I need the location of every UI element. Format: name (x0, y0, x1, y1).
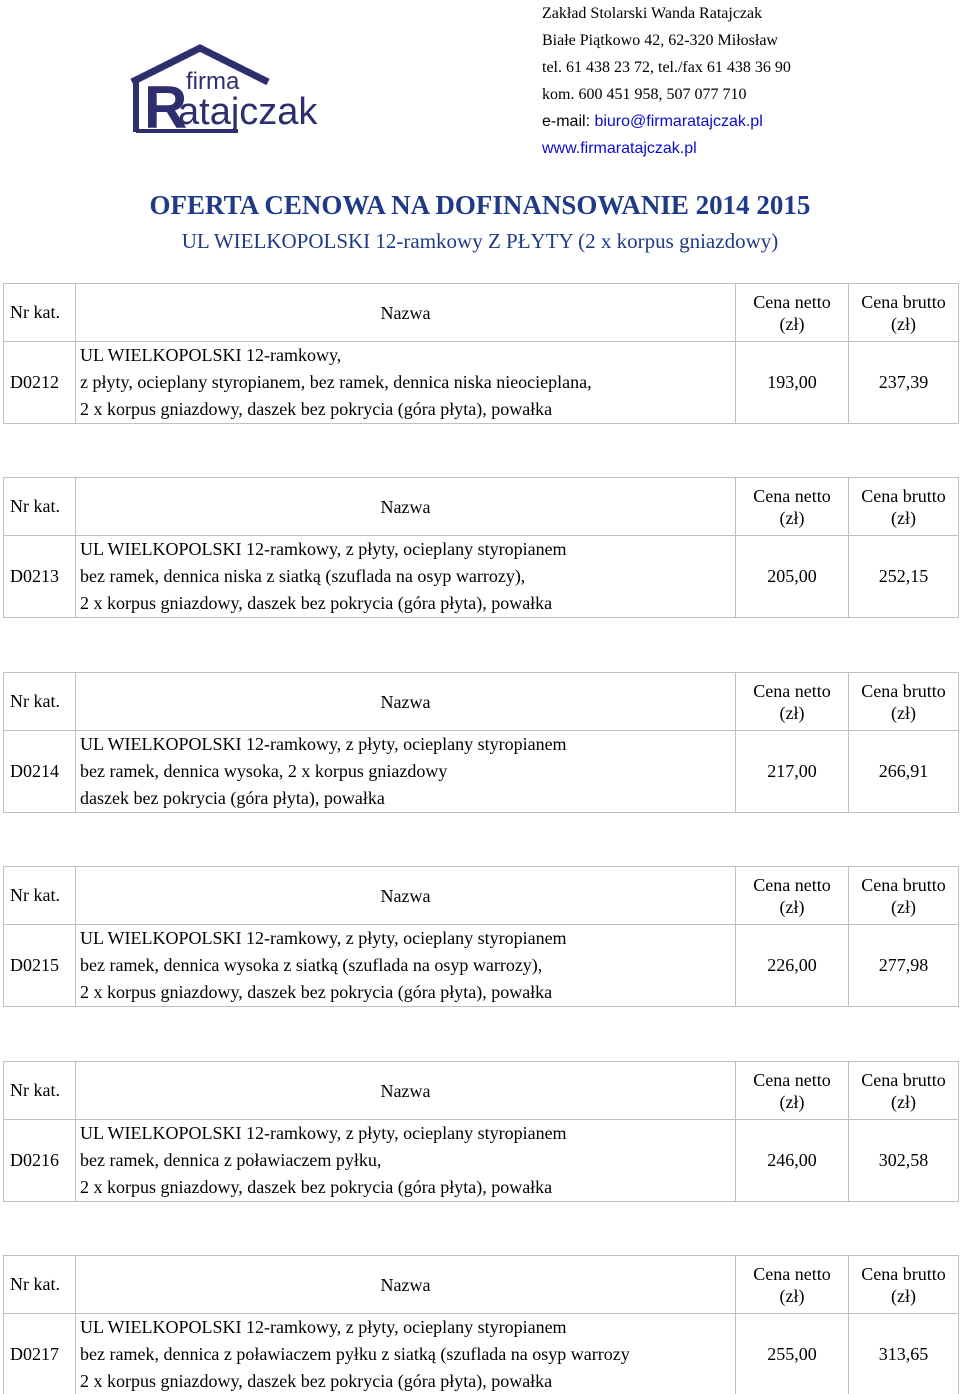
logo-word-firma: firma (186, 68, 240, 95)
header-netto-unit: (zł) (779, 507, 805, 528)
description-line: 2 x korpus gniazdowy, daszek bez pokrycia (góra płyta), powałka (80, 1177, 553, 1197)
product-table (3, 477, 959, 618)
header-nr: Nr kat. (4, 478, 76, 536)
description-line: bez ramek, dennica wysoka, 2 x korpus gniazdowy (80, 761, 448, 781)
header-brutto-unit: (zł) (891, 702, 916, 723)
email-label: e-mail: (542, 113, 595, 130)
header-netto-label: Cena netto (753, 874, 831, 895)
header-name: Nazwa (76, 1256, 736, 1314)
product-code: D0215 (4, 925, 76, 1007)
email-link[interactable]: biuro@firmaratajczak.pl (594, 113, 763, 130)
product-block (3, 477, 958, 617)
header-netto-label: Cena netto (753, 1263, 831, 1284)
price-brutto: 277,98 (849, 925, 959, 1007)
description-line: z płyty, ocieplany styropianem, bez ramek, dennica niska nieocieplana, (80, 372, 592, 392)
website-link[interactable]: www.firmaratajczak.pl (542, 140, 697, 157)
product-description (76, 925, 736, 1007)
header-name: Nazwa (76, 478, 736, 536)
header-name: Nazwa (76, 673, 736, 731)
header-brutto-unit: (zł) (891, 896, 916, 917)
description-line: bez ramek, dennica niska z siatką (szuflada na osyp warrozy), (80, 566, 526, 586)
product-code: D0217 (4, 1314, 76, 1394)
price-brutto: 266,91 (849, 731, 959, 813)
header-nr: Nr kat. (4, 673, 76, 731)
contact-block (542, 0, 791, 162)
price-brutto: 302,58 (849, 1120, 959, 1202)
price-netto: 205,00 (736, 536, 849, 618)
header-netto-label: Cena netto (753, 680, 831, 701)
company-address: Białe Piątkowo 42, 62-320 Miłosław (542, 32, 778, 49)
header-netto-unit: (zł) (779, 702, 805, 723)
description-line: daszek bez pokrycia (góra płyta), powałka (80, 788, 385, 808)
header-brutto-unit: (zł) (891, 507, 916, 528)
description-line: UL WIELKOPOLSKI 12-ramkowy, z płyty, ocieplany styropianem (80, 1123, 567, 1143)
product-block (3, 672, 958, 812)
table-row (4, 342, 959, 424)
table-row (4, 925, 959, 1007)
product-code: D0216 (4, 1120, 76, 1202)
product-table (3, 866, 959, 1007)
header-netto-unit: (zł) (779, 313, 805, 334)
header-brutto (849, 867, 959, 925)
product-description (76, 1314, 736, 1394)
product-table (3, 672, 959, 813)
price-netto: 226,00 (736, 925, 849, 1007)
description-line: 2 x korpus gniazdowy, daszek bez pokrycia (góra płyta), powałka (80, 399, 553, 419)
table-header-row (4, 478, 959, 536)
description-line: 2 x korpus gniazdowy, daszek bez pokrycia (góra płyta), powałka (80, 982, 553, 1002)
product-block (3, 283, 958, 423)
header-brutto-unit: (zł) (891, 313, 916, 334)
header-nr: Nr kat. (4, 1256, 76, 1314)
header-brutto (849, 673, 959, 731)
table-header-row (4, 1256, 959, 1314)
header-brutto (849, 284, 959, 342)
product-code: D0213 (4, 536, 76, 618)
price-netto: 193,00 (736, 342, 849, 424)
header-brutto-label: Cena brutto (861, 485, 946, 506)
header-nr: Nr kat. (4, 284, 76, 342)
header-netto-label: Cena netto (753, 1069, 831, 1090)
description-line: 2 x korpus gniazdowy, daszek bez pokrycia (góra płyta), powałka (80, 1371, 553, 1391)
header-nr: Nr kat. (4, 867, 76, 925)
price-netto: 246,00 (736, 1120, 849, 1202)
header-brutto-unit: (zł) (891, 1091, 916, 1112)
product-block (3, 1255, 958, 1394)
product-code: D0212 (4, 342, 76, 424)
price-brutto: 252,15 (849, 536, 959, 618)
offer-title: OFERTA CENOWA NA DOFINANSOWANIE 2014 2015 (149, 190, 811, 220)
header-brutto-unit: (zł) (891, 1285, 916, 1306)
table-header-row (4, 673, 959, 731)
header-nr: Nr kat. (4, 1062, 76, 1120)
product-block (3, 1061, 958, 1201)
description-line: bez ramek, dennica wysoka z siatką (szuflada na osyp warrozy), (80, 955, 543, 975)
description-line: 2 x korpus gniazdowy, daszek bez pokrycia (góra płyta), powałka (80, 593, 553, 613)
price-netto: 217,00 (736, 731, 849, 813)
header-netto (736, 478, 849, 536)
company-logo (128, 42, 350, 138)
company-mobile: kom. 600 451 958, 507 077 710 (542, 86, 747, 103)
product-table (3, 1255, 959, 1394)
product-description (76, 536, 736, 618)
header-name: Nazwa (76, 284, 736, 342)
logo-word-rest: atajczak (178, 91, 318, 133)
header-netto (736, 673, 849, 731)
description-line: UL WIELKOPOLSKI 12-ramkowy, z płyty, ocieplany styropianem (80, 734, 567, 754)
header-brutto (849, 1062, 959, 1120)
product-table (3, 1061, 959, 1202)
description-line: UL WIELKOPOLSKI 12-ramkowy, (80, 345, 342, 365)
table-row (4, 1314, 959, 1394)
table-row (4, 1120, 959, 1202)
description-line: UL WIELKOPOLSKI 12-ramkowy, z płyty, ocieplany styropianem (80, 539, 567, 559)
header-netto-unit: (zł) (779, 1285, 805, 1306)
price-brutto: 313,65 (849, 1314, 959, 1394)
logo-graphic (128, 42, 350, 138)
header-netto (736, 867, 849, 925)
header-name: Nazwa (76, 867, 736, 925)
product-description (76, 731, 736, 813)
header-brutto-label: Cena brutto (861, 1263, 946, 1284)
product-description (76, 342, 736, 424)
table-row (4, 536, 959, 618)
offer-subtitle: UL WIELKOPOLSKI 12-ramkowy Z PŁYTY (2 x korpus gniazdowy) (181, 229, 779, 253)
header-brutto (849, 478, 959, 536)
header-brutto-label: Cena brutto (861, 874, 946, 895)
table-header-row (4, 1062, 959, 1120)
description-line: bez ramek, dennica z poławiaczem pyłku, (80, 1150, 382, 1170)
logo-letter-r: R (144, 74, 188, 138)
header-brutto-label: Cena brutto (861, 1069, 946, 1090)
header-netto (736, 1256, 849, 1314)
product-table (3, 283, 959, 424)
table-row (4, 731, 959, 813)
header-netto (736, 284, 849, 342)
table-header-row (4, 284, 959, 342)
price-brutto: 237,39 (849, 342, 959, 424)
product-code: D0214 (4, 731, 76, 813)
description-line: UL WIELKOPOLSKI 12-ramkowy, z płyty, ocieplany styropianem (80, 928, 567, 948)
header-netto-unit: (zł) (779, 896, 805, 917)
header-netto (736, 1062, 849, 1120)
email-line (542, 108, 791, 135)
description-line: bez ramek, dennica z poławiaczem pyłku z siatką (szuflada na osyp warrozy (80, 1344, 630, 1364)
header-brutto-label: Cena brutto (861, 680, 946, 701)
description-line: UL WIELKOPOLSKI 12-ramkowy, z płyty, ocieplany styropianem (80, 1317, 567, 1337)
header-brutto (849, 1256, 959, 1314)
product-description (76, 1120, 736, 1202)
company-phone: tel. 61 438 23 72, tel./fax 61 438 36 90 (542, 59, 791, 76)
header-netto-label: Cena netto (753, 291, 831, 312)
price-netto: 255,00 (736, 1314, 849, 1394)
table-header-row (4, 867, 959, 925)
header-name: Nazwa (76, 1062, 736, 1120)
header-netto-unit: (zł) (779, 1091, 805, 1112)
product-block (3, 866, 958, 1006)
letterhead (0, 0, 960, 170)
header-brutto-label: Cena brutto (861, 291, 946, 312)
header-netto-label: Cena netto (753, 485, 831, 506)
company-name: Zakład Stolarski Wanda Ratajczak (542, 5, 763, 22)
